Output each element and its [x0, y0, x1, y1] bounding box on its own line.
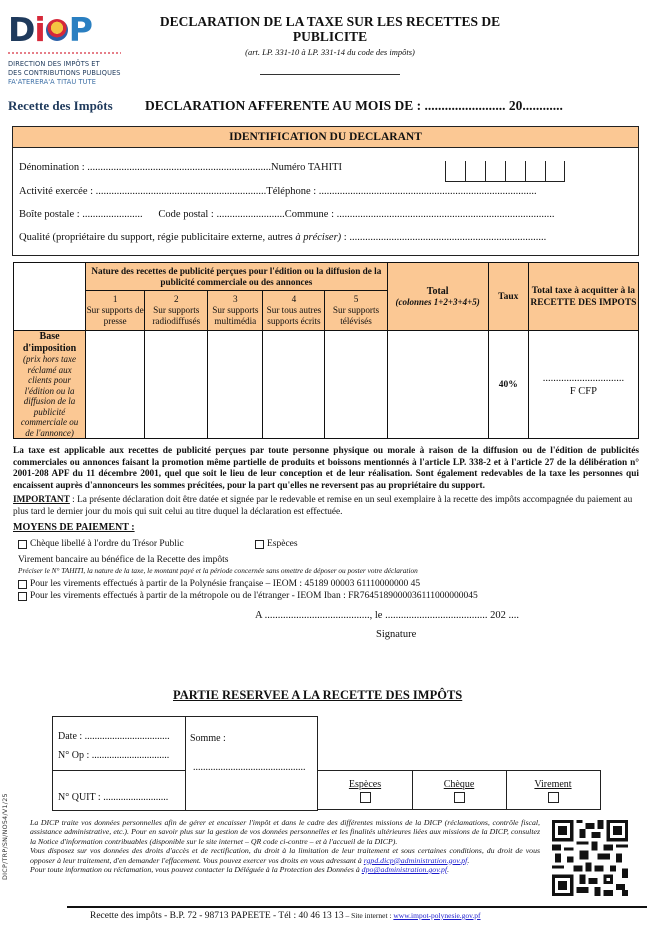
form-reference-code: DICP/TRP/SN/NO54/V1/25 — [2, 793, 9, 880]
checkbox-icon[interactable] — [18, 580, 27, 589]
logo-line-2: DES CONTRIBUTIONS PUBLIQUES — [8, 69, 121, 77]
checkbox-icon[interactable] — [255, 540, 264, 549]
reserve-somme-label: Somme : — [190, 733, 226, 744]
reserve-virement-option[interactable]: Virement — [506, 770, 601, 810]
reserve-date-op-cell — [52, 716, 186, 771]
total-taxe-field[interactable]: ............................... F CFP — [528, 331, 638, 439]
recette-label: Recette des Impôts — [8, 98, 113, 113]
total-header: Total (colonnes 1+2+3+4+5) — [387, 263, 488, 331]
activite-field[interactable]: Activité exercée : ................................................................. — [19, 186, 267, 197]
base-imposition-label: Base d'imposition (prix hors taxe réclamé aux clients pour l'édition ou la diffusion de la publicité commerciale ou de l'annonce) — [14, 331, 86, 439]
identification-title: IDENTIFICATION DU DECLARANT — [13, 127, 638, 148]
tax-notice: La taxe est applicable aux recettes de publicité perçues par toute personne physique ou morale à raison de la diffusion ou de l'édition de publicités commerciales ou annonces faisant la promotion même partielle de produits et boissons mentionnés à l'article LP. 338-2 et à l'article 27 de la délibération n° 2001-208 APF du 11 décembre 2001, quel que soit le lieu de leur conception et de leur réalisation. Sont également redevables de la taxe les personnes qui encaissent auprès d'annonceurs les sommes précitées, pour la part qu'elles ne reversent pas au propriétaire du support. — [13, 446, 639, 491]
payment-methods-title: MOYENS DE PAIEMENT : — [13, 522, 135, 533]
checkbox-icon[interactable] — [18, 540, 27, 549]
reserve-section-title: PARTIE RESERVEE A LA RECETTE DES IMPÔTS — [173, 688, 463, 702]
form-subtitle: (art. LP. 331-10 à LP. 331-14 du code des impôts) — [245, 47, 415, 57]
title-divider — [260, 74, 400, 75]
commune-field[interactable]: Commune : ................................................................................... — [284, 209, 555, 220]
place-date-field[interactable]: A ........................................, le ....................................... 202 .... — [255, 610, 519, 621]
checkbox-icon[interactable] — [454, 792, 465, 803]
input-radio[interactable] — [145, 331, 208, 439]
input-total[interactable] — [387, 331, 488, 439]
telephone-field[interactable]: Téléphone : ................................................................................... — [266, 186, 537, 197]
reserve-op-field[interactable]: N° Op : ............................... — [58, 750, 170, 761]
logo-stripe — [8, 52, 121, 54]
virement-label: Virement bancaire au bénéfice de la Recette des impôts — [18, 555, 229, 565]
logo-wordmark: D i P — [8, 10, 92, 49]
dpo-email-link[interactable]: dpo@administration.gov.pf — [361, 865, 448, 875]
empty-corner-cell — [14, 263, 86, 331]
reserve-cheque-option[interactable]: Chèque — [412, 770, 507, 810]
taux-header: Taux — [488, 263, 528, 331]
reserve-date-field[interactable]: Date : .................................. — [58, 731, 170, 742]
column-header-autres-ecrits: 4 Sur tous autres supports écrits — [263, 291, 325, 331]
rgpd-email-link[interactable]: rgpd.dicp@administration.gov.pf — [363, 855, 468, 865]
checkbox-icon[interactable] — [18, 592, 27, 601]
footer: Recette des impôts - B.P. 72 - 98713 PAPEETE - Tél : 40 46 13 13 – Site internet : www.impot-polynesie.gov.pf — [90, 911, 481, 921]
identification-section — [12, 126, 639, 256]
gdpr-notice: La DICP traite vos données personnelles afin de gérer et encaisser l'impôt et dans le cadre des différentes missions de la DICP (réclamations, contrôle fiscal, assistance administrative, etc.). Pour en savoir plus sur la gestion de vos données personnelles et les finalités ultérieures liées aux missions de la DICP, consultez la Notice d'information contribuables (disponible sur le site internet – QR code ci-contre – et à l'accueil de la DICP). Vous disposez sur vos données des droits d'accès et de rectification, du droit à la limitation de leur traitement et sous certaines conditions, du droit de vous opposer à leur traitement, d'en demander l'effacement. Vous pouvez exercer vos droits en vous adressant à rgpd.dicp@administration.gov.pf. Pour toute information ou réclamation, vous pouvez contacter la Déléguée à la Protection des Données à dpo@administration.gov.pf. — [30, 818, 540, 875]
website-link[interactable]: www.impot-polynesie.gov.pf — [393, 911, 481, 920]
denomination-field[interactable]: Dénomination : ...................................................................... — [19, 162, 271, 173]
logo-line-3: FA'ATERERA'A TITAU TUTE — [8, 78, 96, 86]
declaration-month-field[interactable]: DECLARATION AFFERENTE AU MOIS DE : ........................ 20............ — [145, 98, 563, 113]
payment-virement-metropole-option[interactable]: Pour les virements effectués à partir de la métropole ou de l'étranger - IEOM Iban : FR7645189000036111000000045 — [18, 591, 478, 601]
input-televises[interactable] — [325, 331, 387, 439]
input-presse[interactable] — [86, 331, 145, 439]
numero-tahiti-label: Numéro TAHITI — [271, 162, 342, 173]
numero-tahiti-input[interactable] — [445, 161, 565, 182]
reserve-somme-field[interactable]: ............................................. — [193, 762, 306, 773]
payment-cheque-option[interactable]: Chèque libellé à l'ordre du Trésor Public — [18, 539, 184, 549]
total-taxe-header: Total taxe à acquitter à la RECETTE DES IMPOTS — [528, 263, 638, 331]
input-multimedia[interactable] — [208, 331, 263, 439]
input-autres-ecrits[interactable] — [263, 331, 325, 439]
form-title: DECLARATION DE LA TAXE SUR LES RECETTES DE PUBLICITE — [159, 14, 501, 44]
important-notice: IMPORTANT : La présente déclaration doit être datée et signée par le redevable et remise en un seul exemplaire à la recette des impôts accompagnée du paiement au plus tard le dernier jour du mois qui suit celui au titre duquel la déclaration est effectuée. — [13, 495, 633, 517]
column-header-televises: 5 Sur supports télévisés — [325, 291, 387, 331]
column-header-multimedia: 3 Sur supports multimédia — [208, 291, 263, 331]
reserve-quit-field[interactable]: N° QUIT : .......................... — [58, 792, 169, 803]
taux-value: 40% — [488, 331, 528, 439]
reserve-quit-cell — [52, 770, 186, 811]
address-row[interactable] — [19, 209, 555, 220]
column-header-presse: 1 Sur supports de presse — [86, 291, 145, 331]
payment-especes-option[interactable]: Espèces — [255, 539, 298, 549]
dicp-logo — [8, 12, 123, 87]
nature-header: Nature des recettes de publicité perçues pour l'édition ou la diffusion de la publicité commerciale ou des annonces — [86, 263, 387, 291]
tax-base-table — [13, 262, 639, 439]
denomination-row[interactable] — [19, 162, 342, 173]
virement-hint: Préciser le N° TAHITI, la nature de la taxe, le montant payé et la période concernée sans omettre de déposer ou poster votre déclaration — [18, 566, 418, 575]
boite-postale-field[interactable]: Boîte postale : ....................... — [19, 209, 143, 220]
activite-row[interactable] — [19, 186, 537, 197]
column-header-radio: 2 Sur supports radiodiffusés — [145, 291, 208, 331]
footer-divider — [67, 906, 647, 908]
checkbox-icon[interactable] — [548, 792, 559, 803]
qualite-field[interactable]: : ........................................................................... — [343, 232, 547, 243]
checkbox-icon[interactable] — [360, 792, 371, 803]
qualite-row[interactable]: Qualité (propriétaire du support, régie publicitaire externe, autres à préciser) : ........................................................................... — [19, 232, 547, 243]
reserve-especes-option[interactable]: Espèces — [318, 770, 413, 810]
emblem-icon — [46, 19, 68, 41]
qr-code-icon — [552, 820, 628, 896]
signature-label: Signature — [376, 629, 417, 640]
payment-virement-polynesie-option[interactable]: Pour les virements effectués à partir de la Polynésie française – IEOM : 45189 00003 61110000000 45 — [18, 579, 420, 589]
logo-line-1: DIRECTION DES IMPÔTS ET — [8, 60, 100, 68]
code-postal-field[interactable]: Code postal : .......................... — [158, 209, 285, 220]
